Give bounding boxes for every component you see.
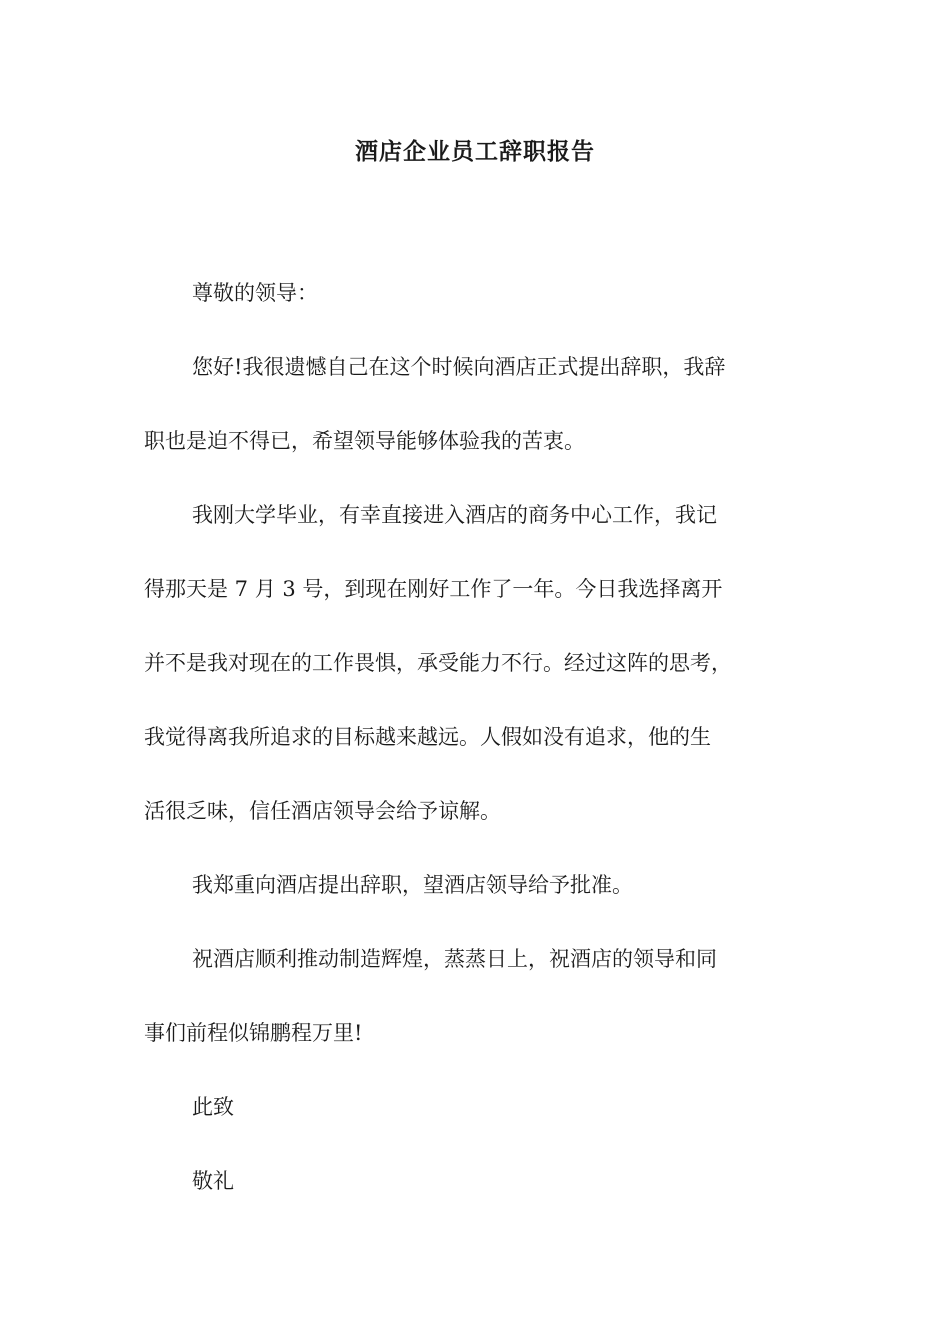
paragraph-line: 得那天是 7 月 3 号，到现在刚好工作了一年。今日我选择离开 <box>144 577 723 601</box>
paragraph-line: 活很乏味，信任酒店领导会给予谅解。 <box>144 799 501 823</box>
paragraph-1 <box>144 330 816 478</box>
paragraph-line: 我刚大学毕业，有幸直接进入酒店的商务中心工作，我记 <box>192 503 717 527</box>
closing-1: 此致 <box>192 1095 234 1119</box>
paragraph-line: 祝酒店顺利推动制造辉煌，蒸蒸日上，祝酒店的领导和同 <box>192 947 717 971</box>
paragraph-line: 您好!我很遗憾自己在这个时候向酒店正式提出辞职，我辞 <box>192 355 726 379</box>
paragraph-4 <box>144 922 816 1070</box>
paragraph-line: 并不是我对现在的工作畏惧，承受能力不行。经过这阵的思考， <box>144 651 732 675</box>
salutation: 尊敬的领导： <box>192 281 318 305</box>
document-title: 酒店企业员工辞职报告 <box>355 138 595 165</box>
paragraph-line: 事们前程似锦鹏程万里! <box>144 1021 363 1045</box>
paragraph-3 <box>144 848 816 922</box>
closing-2: 敬礼 <box>192 1169 234 1193</box>
paragraph-line: 职也是迫不得已，希望领导能够体验我的苦衷。 <box>144 429 585 453</box>
paragraph-2 <box>144 478 816 848</box>
paragraph-line: 我郑重向酒店提出辞职，望酒店领导给予批准。 <box>192 873 633 897</box>
paragraph-line: 我觉得离我所追求的目标越来越远。人假如没有追求，他的生 <box>144 725 711 749</box>
document-body <box>144 256 816 1218</box>
